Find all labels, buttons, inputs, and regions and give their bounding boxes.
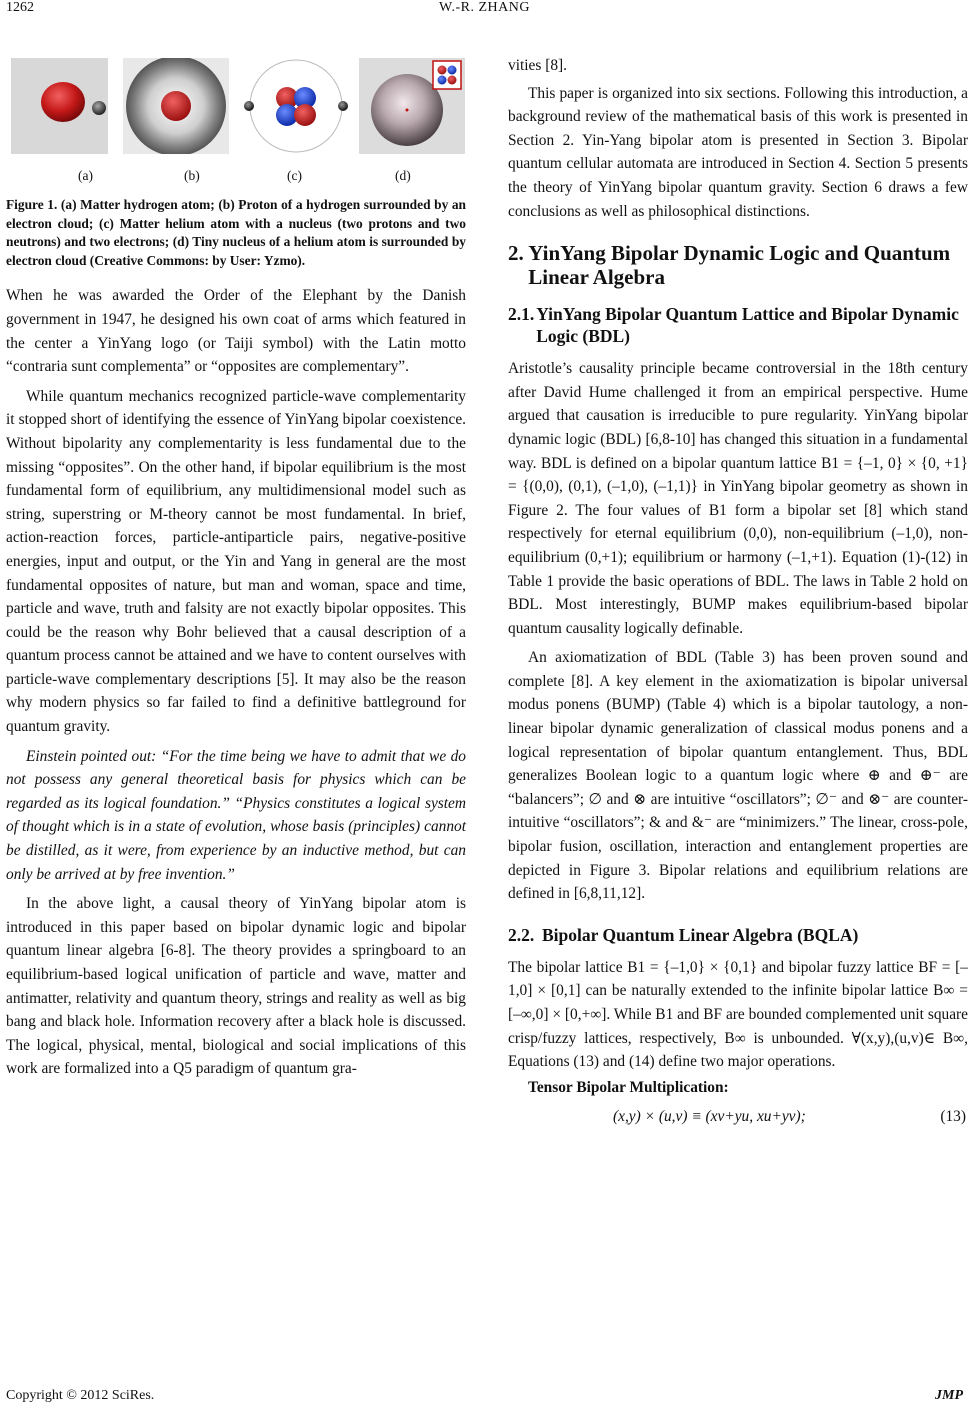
subsection-title: Bipolar Quantum Linear Algebra (BQLA) bbox=[542, 924, 859, 945]
paragraph: Aristotle’s causality principle became controversial in the 18th century after David Hume challenged it from an empirical perspective. Hume argued that causation is irreducible to pure regularity. YinYang bipolar dynamic logic (BDL) [6,8-10] has changed this situation in a fundamental way. BDL is defined on a bipolar quantum lattice B1 = {–1, 0} × {0, +1} = {(0,0), (0,1), (–1,0), (–1,1)} in YinYang bipolar geometry as shown in Figure 2. The four values of B1 form a bipolar set [8] which stand respectively for eternal equilibrium (0,0), non-equilibrium (–1,0), non-equilibrium (0,+1); equilibrium or harmony (–1,+1). Equation (1)-(12) in Table 1 provide the basic operations of BDL. The laws in Table 2 hold on BDL. Most interestingly, BUMP makes equilibrium-based bipolar quantum causality logically definable. bbox=[508, 360, 968, 637]
paragraph: An axiomatization of BDL (Table 3) has been proven sound and complete [8]. A key element in the axiomatization is bipolar universal modus ponens (BUMP) (Table 4) which is a bipolar tautology, a non-linear bipolar dynamic generalization of classical modus ponens and a logical representation of bipolar quantum entanglement. Thus, BDL generalizes Boolean logic to a quantum logic where ⊕ and ⊕⁻ are “balancers”; ∅ and ⊗ are intuitive “oscillators”; ∅⁻ and ⊗⁻ are counter-intuitive “oscillators”; & and &⁻ are “minimizers.” The linear, cross-pole, bipolar fusion, oscillation, interaction and entanglement properties are depicted in Figure 3. Bipolar relations and equilibrium relations are defined in [6,8,11,12]. bbox=[508, 649, 968, 903]
copyright-notice: Copyright © 2012 SciRes. bbox=[6, 1388, 155, 1403]
figure-panel-a bbox=[11, 58, 108, 154]
subsection-number: 2.2. bbox=[508, 924, 535, 945]
helium-cloud-image bbox=[359, 58, 465, 154]
running-head: W.-R. ZHANG bbox=[439, 0, 530, 15]
page-header bbox=[0, 0, 969, 24]
section-number: 2. bbox=[508, 241, 524, 266]
subsection-title: YinYang Bipolar Quantum Lattice and Bipolar Dynamic Logic (BDL) bbox=[536, 304, 959, 347]
helium-atom-image bbox=[241, 58, 351, 154]
paragraph-continuation: vities [8]. bbox=[508, 57, 567, 74]
equation-13 bbox=[508, 1105, 968, 1133]
figure-label-c: (c) bbox=[287, 168, 302, 183]
subsection-heading-2-1 bbox=[508, 303, 968, 347]
equation-expression: (x,y) × (u,v) ≡ (xv+yu, xu+yv); bbox=[613, 1108, 806, 1126]
figure-label-d: (d) bbox=[395, 168, 411, 183]
figure-label-b: (b) bbox=[184, 168, 200, 183]
paragraph-quote: Einstein pointed out: “For the time being we have to admit that we do not possess any general theoretical basis for physics which can be regarded as its logical foundation.” “Physics constitutes a logical system of thought which is in a state of evolution, whose basis (principles) cannot be distilled, as it were, from experience by an inductive method, but can only be arrived at by free invention.” bbox=[6, 747, 466, 883]
figure-label-a: (a) bbox=[78, 168, 93, 183]
paragraph: This paper is organized into six sections. Following this introduction, a background review of the mathematical basis of this work is presented in Section 2. Yin-Yang bipolar atom is presented in Section 3. Bipolar quantum cellular automata are introduced in Section 4. Section 5 presents the theory of YinYang bipolar quantum gravity. Section 6 draws a few conclusions as well as philosophical distinctions. bbox=[508, 84, 968, 220]
figure-panel-c bbox=[241, 58, 351, 154]
subsection-number: 2.1. bbox=[508, 304, 535, 325]
page-number: 1262 bbox=[6, 0, 34, 15]
figure-caption: Figure 1. (a) Matter hydrogen atom; (b) Proton of a hydrogen surrounded by an electron cloud; (c) Matter helium atom with a nucleus (two protons and two neutrons) and two electrons; (d) Tiny nucleus of a helium atom is surrounded by electron cloud (Creative Commons: by User: Yzmo). bbox=[6, 197, 466, 268]
paragraph: While quantum mechanics recognized particle-wave complementarity it stopped short of identifying the essence of YinYang bipolar coexistence. Without bipolarity any complementarity is less fundamental due to the missing “opposites”. On the other hand, if bipolar equilibrium is the most fundamental form of equilibrium, any multidimensional model such as string, superstring or M-theory cannot be most fundamental. In brief, action-reaction forces, particle-antiparticle pairs, negative-positive energies, input and output, or the Yin and Yang in general are the most fundamental opposites of nature, but man and woman, space and time, particle and wave, truth and falsity are not exactly bipolar opposites. This could be the reason why Bohr believed that a causal description of a quantum process cannot be attained and we have to content ourselves with particle-wave complementary descriptions [5]. It may also be the reason why modern physics so far failed to find a definitive battleground for quantum gravity. bbox=[6, 387, 466, 736]
figure-panel-b bbox=[123, 58, 229, 154]
subsection-heading-2-2 bbox=[508, 924, 968, 946]
paragraph: In the above light, a causal theory of YinYang bipolar atom is introduced in this paper based on bipolar dynamic logic and bipolar quantum linear algebra [6-8]. The theory provides a springboard to an equilibrium-based logical unification of particle and wave, matter and antimatter, relativity and quantum theory, strings and reality as well as big bang and black hole. Information recovery after a black hole is discussed. The logical, physical, mental, biological and social implications of this work are formalized into a Q5 paradigm of quantum gra- bbox=[6, 895, 466, 1078]
left-column bbox=[6, 46, 466, 1081]
paragraph: When he was awarded the Order of the Elephant by the Danish government in 1947, he designed his own coat of arms which featured in the center a YinYang logo (or Taiji symbol) with the Latin motto “contraria sunt complementa” or “opposites are complementary”. bbox=[6, 287, 466, 376]
proton-cloud-image bbox=[123, 58, 229, 154]
spacer bbox=[6, 270, 466, 284]
figure-1 bbox=[6, 58, 466, 162]
hydrogen-atom-image bbox=[11, 58, 108, 154]
equation-number: (13) bbox=[940, 1108, 966, 1126]
operation-label: Tensor Bipolar Multiplication: bbox=[528, 1078, 729, 1096]
journal-abbreviation: JMP bbox=[935, 1388, 963, 1403]
figure-panel-labels bbox=[6, 162, 466, 184]
section-heading-2 bbox=[508, 241, 968, 289]
right-column bbox=[508, 54, 968, 1133]
section-title: YinYang Bipolar Dynamic Logic and Quantum Linear Algebra bbox=[528, 241, 951, 290]
paragraph: The bipolar lattice B1 = {–1,0} × {0,1} and bipolar fuzzy lattice BF = [–1,0] × [0,1] can be naturally extended to the infinite bipolar lattice B∞ = [–∞,0] × [0,+∞]. While B1 and BF are bounded complemented unit square crisp/fuzzy lattices, respectively, B∞ is unbounded. ∀(x,y),(u,v)∈ B∞, Equations (13) and (14) define two major operations. bbox=[508, 958, 968, 1071]
figure-panel-d bbox=[359, 58, 465, 154]
